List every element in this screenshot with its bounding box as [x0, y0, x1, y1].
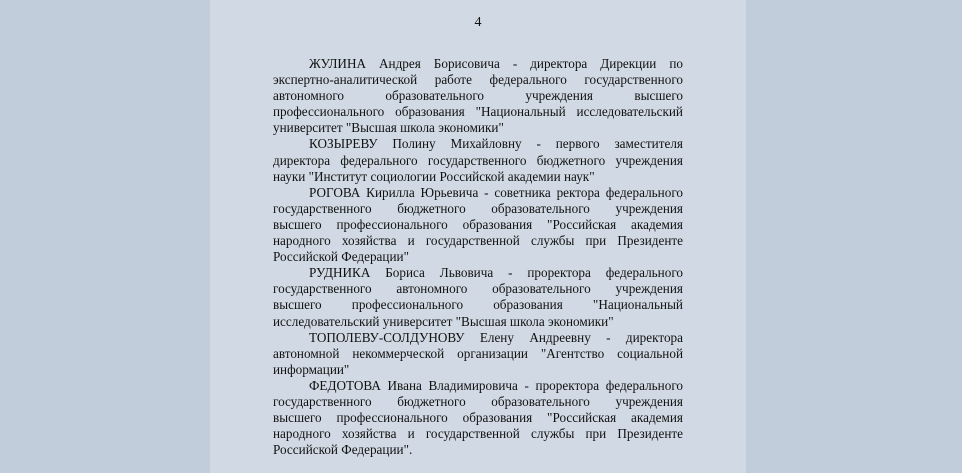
entry-line: государственного бюджетного образовательного учреждения: [273, 393, 683, 409]
entry-line: народного хозяйства и государственной службы при Президенте: [273, 233, 683, 249]
entry-line: высшего профессионального образования "Национальный: [273, 297, 683, 313]
entry-line: ЖУЛИНА Андрея Борисовича - директора Дирекции по: [309, 56, 683, 71]
entry-line: автономного образовательного учреждения высшего: [273, 88, 683, 104]
entry-topoleva-soldunova: [273, 330, 683, 378]
entry-rudnik: [273, 265, 683, 329]
entry-line: директора федерального государственного бюджетного учреждения: [273, 152, 683, 168]
entry-line: профессионального образования "Национальный исследовательский: [273, 104, 683, 120]
document-page: [210, 0, 746, 473]
entry-rogov: [273, 185, 683, 265]
entry-line: ТОПОЛЕВУ-СОЛДУНОВУ Елену Андреевну - директора: [309, 329, 683, 345]
entry-line: науки "Институт социологии Российской академии наук": [273, 168, 595, 184]
entry-line: ФЕДОТОВА Ивана Владимировича - проректора федерального: [309, 377, 683, 393]
entry-kozyreva: [273, 136, 683, 184]
entry-line: исследовательский университет "Высшая школа экономики": [273, 313, 614, 329]
entry-line: Российской Федерации".: [273, 442, 413, 458]
entry-line: РУДНИКА Бориса Львовича - проректора федерального: [309, 265, 683, 281]
entry-line: автономной некоммерческой организации "Агентство социальной: [273, 345, 683, 361]
page-number: 4: [474, 15, 482, 30]
entry-line: государственного бюджетного образовательного учреждения: [273, 200, 683, 216]
entry-line: КОЗЫРЕВУ Полину Михайловну - первого заместителя: [309, 136, 683, 152]
entry-line: народного хозяйства и государственной службы при Президенте: [273, 426, 683, 442]
entry-line: Российской Федерации": [273, 249, 409, 265]
entry-line: РОГОВА Кирилла Юрьевича - советника ректора федерального: [309, 184, 683, 200]
page-body: [273, 56, 683, 458]
entry-line: высшего профессионального образования "Российская академия: [273, 216, 683, 232]
entry-line: высшего профессионального образования "Российская академия: [273, 410, 683, 426]
entry-zhulin: [273, 56, 683, 136]
entry-line: экспертно-аналитической работе федерального государственного: [273, 72, 683, 88]
entry-line: информации": [273, 361, 350, 377]
entry-fedotov: [273, 378, 683, 458]
entry-line: университет "Высшая школа экономики": [273, 120, 504, 136]
entry-line: государственного автономного образовательного учреждения: [273, 281, 683, 297]
